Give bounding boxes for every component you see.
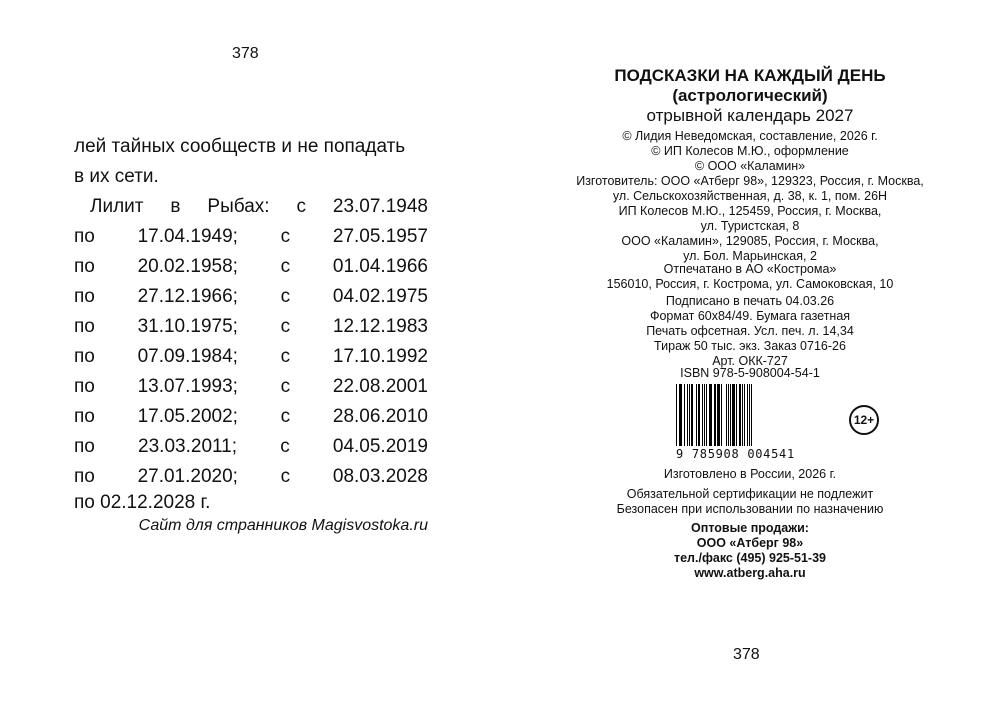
credit-line: © Лидия Неведомская, составление, 2026 г.	[622, 129, 878, 143]
row-date: 27.12.1966;	[137, 286, 238, 307]
lilith-row	[74, 316, 428, 342]
age-rating-badge: 12+	[849, 405, 879, 435]
lilith-row	[74, 256, 428, 282]
text-line-content: лей тайных сообществ и не попадать	[74, 136, 406, 157]
row-date: 31.10.1975;	[137, 316, 238, 337]
row-date: 27.05.1957	[332, 226, 428, 247]
row-date: 28.06.2010	[332, 406, 428, 427]
spec-line: Арт. ОКК-727	[712, 354, 788, 368]
row-prefix: по	[74, 316, 95, 337]
row-prefix: по	[74, 466, 95, 487]
row-connector: с	[280, 256, 291, 277]
sales-line: тел./факс (495) 925-51-39	[673, 551, 826, 565]
lilith-row	[74, 346, 428, 372]
lilith-row	[74, 406, 428, 432]
row-connector: с	[280, 376, 291, 397]
text-line	[74, 166, 428, 192]
made-in: Изготовлено в России, 2026 г.	[663, 467, 837, 481]
lilith-row	[74, 286, 428, 312]
row-connector: с	[280, 286, 291, 307]
book-title: ПОДСКАЗКИ НА КАЖДЫЙ ДЕНЬ	[614, 66, 886, 85]
row-date: 13.07.1993;	[137, 376, 238, 397]
book-title-sub: (астрологический)	[672, 86, 828, 105]
spec-line: Подписано в печать 04.03.26	[665, 294, 835, 308]
row-prefix: по	[74, 406, 95, 427]
print-specs-block	[570, 294, 930, 369]
row-date: 17.10.1992	[332, 346, 428, 367]
row-connector: с	[280, 436, 290, 457]
credit-line: ООО «Каламин», 129085, Россия, г. Москва,	[621, 234, 879, 248]
row-prefix: по	[74, 346, 95, 367]
word: в	[170, 196, 181, 217]
row-date: 17.05.2002;	[137, 406, 238, 427]
row-connector: с	[280, 406, 291, 427]
row-prefix: по	[74, 286, 95, 307]
text-line-content: в их сети.	[74, 166, 159, 187]
credits-block	[570, 129, 930, 264]
lilith-final: по 02.12.2028 г.	[74, 492, 211, 513]
imprint-header	[570, 66, 930, 126]
credit-line: ул. Бол. Марьинская, 2	[683, 249, 817, 263]
credit-line: © ООО «Каламин»	[694, 159, 806, 173]
row-date: 23.03.2011;	[138, 436, 238, 457]
page-number-right: 378	[733, 646, 760, 663]
isbn: ISBN 978-5-908004-54-1	[680, 366, 820, 380]
row-date: 01.04.1966	[332, 256, 428, 277]
row-date: 08.03.2028	[332, 466, 428, 487]
word: Лилит	[90, 196, 144, 217]
barcode-bars	[676, 384, 836, 448]
row-prefix: по	[74, 436, 95, 457]
credit-line: Изготовитель: ООО «Атберг 98», 129323, Россия, г. Москва,	[576, 174, 924, 188]
printer-line: Отпечатано в АО «Кострома»	[663, 262, 837, 276]
cert-line: Обязательной сертификации не подлежит	[626, 487, 874, 501]
row-connector: с	[280, 226, 291, 247]
printer-line: 156010, Россия, г. Кострома, ул. Самоковская, 10	[606, 277, 894, 291]
row-prefix: по	[74, 376, 95, 397]
credit-line: ул. Туристская, 8	[700, 219, 800, 233]
word: с	[296, 196, 306, 217]
row-prefix: по	[74, 226, 95, 247]
row-date: 27.01.2020;	[137, 466, 238, 487]
row-date: 20.02.1958;	[137, 256, 238, 277]
row-prefix: по	[74, 256, 95, 277]
book-subtitle: отрывной календарь 2027	[646, 106, 854, 125]
lilith-row	[74, 376, 428, 402]
row-date: 22.08.2001	[332, 376, 428, 397]
barcode-bar	[752, 384, 753, 448]
date: 23.07.1948	[332, 196, 428, 217]
barcode-digits: 9 785908 004541	[676, 446, 836, 461]
sales-line: www.atberg.aha.ru	[694, 566, 806, 580]
row-date: 07.09.1984;	[137, 346, 238, 367]
spec-line: Тираж 50 тыс. экз. Заказ 0716-26	[654, 339, 846, 353]
credit-line: ИП Колесов М.Ю., 125459, Россия, г. Москва,	[618, 204, 882, 218]
row-connector: с	[280, 466, 291, 487]
wholesale-block	[570, 521, 930, 581]
certification-block	[570, 487, 930, 517]
row-connector: с	[280, 346, 291, 367]
sales-line: ООО «Атберг 98»	[696, 536, 804, 550]
credit-line: ул. Сельскохозяйственная, д. 38, к. 1, пом. 26Н	[612, 189, 888, 203]
sales-line: Оптовые продажи:	[691, 521, 809, 535]
text-line	[74, 136, 428, 162]
lilith-row	[74, 226, 428, 252]
row-connector: с	[280, 316, 291, 337]
spec-line: Формат 60x84/49. Бумага газетная	[649, 309, 851, 323]
row-date: 04.02.1975	[332, 286, 428, 307]
cert-line: Безопасен при использовании по назначению	[616, 502, 884, 516]
site-line: Сайт для странников Magisvostoka.ru	[138, 517, 428, 534]
lilith-row	[74, 436, 428, 462]
credit-line: © ИП Колесов М.Ю., оформление	[651, 144, 849, 158]
page-number-left: 378	[232, 45, 259, 62]
row-date: 04.05.2019	[332, 436, 428, 457]
lilith-intro	[90, 196, 428, 222]
word: Рыбах:	[207, 196, 270, 217]
printer-block	[570, 262, 930, 292]
lilith-row	[74, 466, 428, 492]
isbn-barcode	[676, 384, 836, 462]
row-date: 17.04.1949;	[137, 226, 238, 247]
spec-line: Печать офсетная. Усл. печ. л. 14,34	[646, 324, 854, 338]
row-date: 12.12.1983	[332, 316, 428, 337]
